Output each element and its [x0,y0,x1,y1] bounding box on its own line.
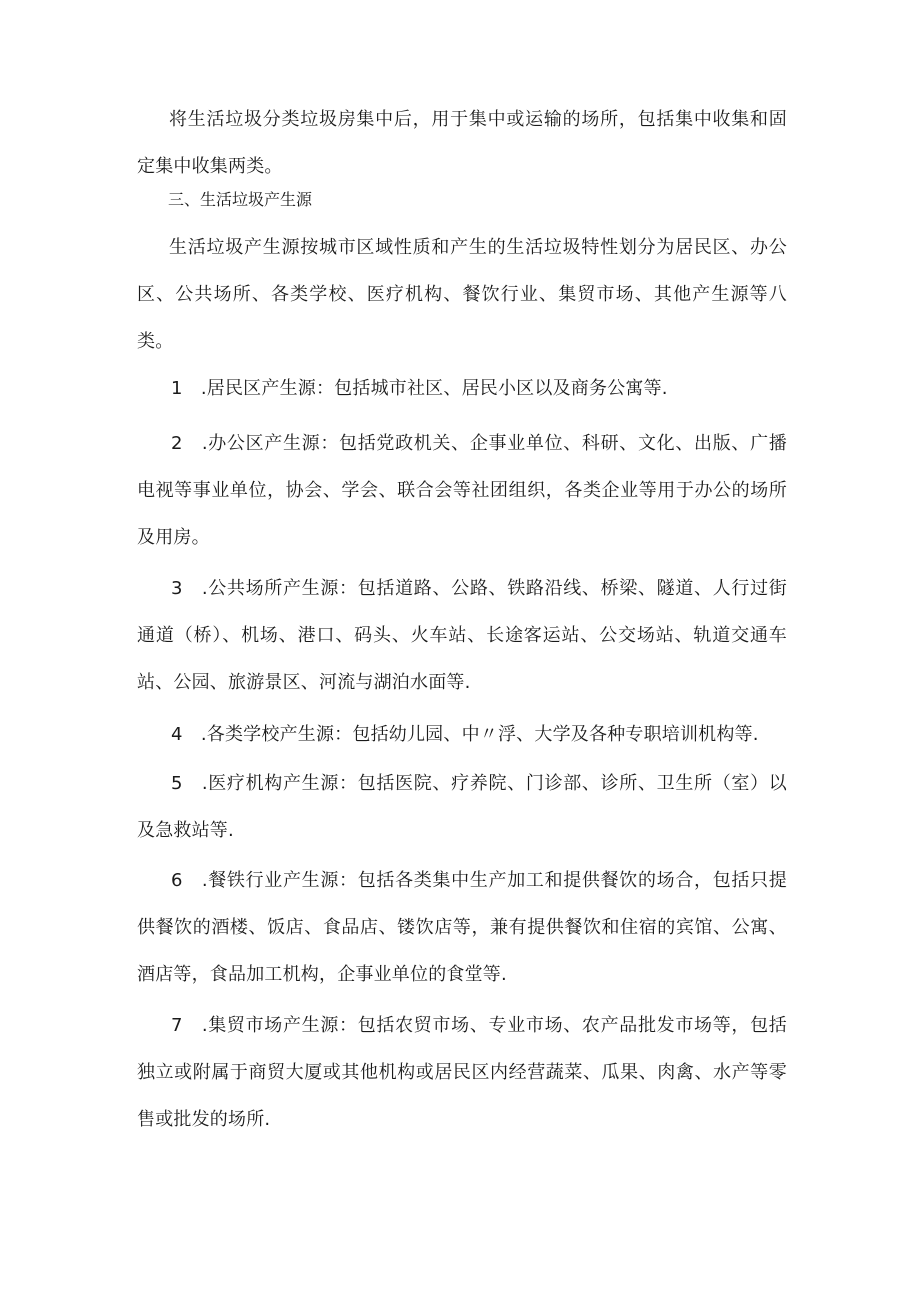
list-item-public-places: 3 .公共场所产生源：包括道路、公路、铁路沿线、桥梁、隧道、人行过街通道（桥）、机场、港口、码头、火车站、长途客运站、公交场站、轨道交通车站、公园、旅游景区、河流与湖泊水面等. [137,578,787,693]
paragraph-sources-overview: 生活垃圾产生源按城市区域性质和产生的生活垃圾特性划分为居民区、办公区、公共场所、各类学校、医疗机构、餐饮行业、集贸市场、其他产生源等八类。 [137,237,787,352]
paragraph-collection-sites: 将生活垃圾分类垃圾房集中后，用于集中或运输的场所，包括集中收集和固定集中收集两类。 [137,109,787,177]
list-item-residential: 1 .居民区产生源：包括城市社区、居民小区以及商务公寓等. [171,378,668,399]
list-item-markets: 7 .集贸市场产生源：包括农贸市场、专业市场、农产品批发市场等，包括独立或附属于商贸大厦或其他机构或居民区内经营蔬菜、瓜果、肉禽、水产等零售或批发的场所. [137,1015,787,1130]
list-item-schools: 4 .各类学校产生源：包括幼儿园、中〃浮、大学及各种专职培训机构等. [171,724,759,745]
list-item-office: 2 .办公区产生源：包括党政机关、企事业单位、科研、文化、出版、广播电视等事业单位，协会、学会、联合会等社团组织，各类企业等用于办公的场所及用房。 [137,433,787,548]
section-heading-3: 三、生活垃圾产生源 [168,190,313,209]
list-item-medical: 5 .医疗机构产生源：包括医院、疗养院、门诊部、诊所、卫生所（室）以及急救站等. [137,773,787,841]
list-item-catering: 6 .餐铁行业产生源：包括各类集中生产加工和提供餐饮的场合，包括只提供餐饮的酒楼、饭店、食品店、镂饮店等，兼有提供餐饮和住宿的宾馆、公寓、酒店等，食品加工机构，企事业单位的食堂等. [137,870,787,985]
